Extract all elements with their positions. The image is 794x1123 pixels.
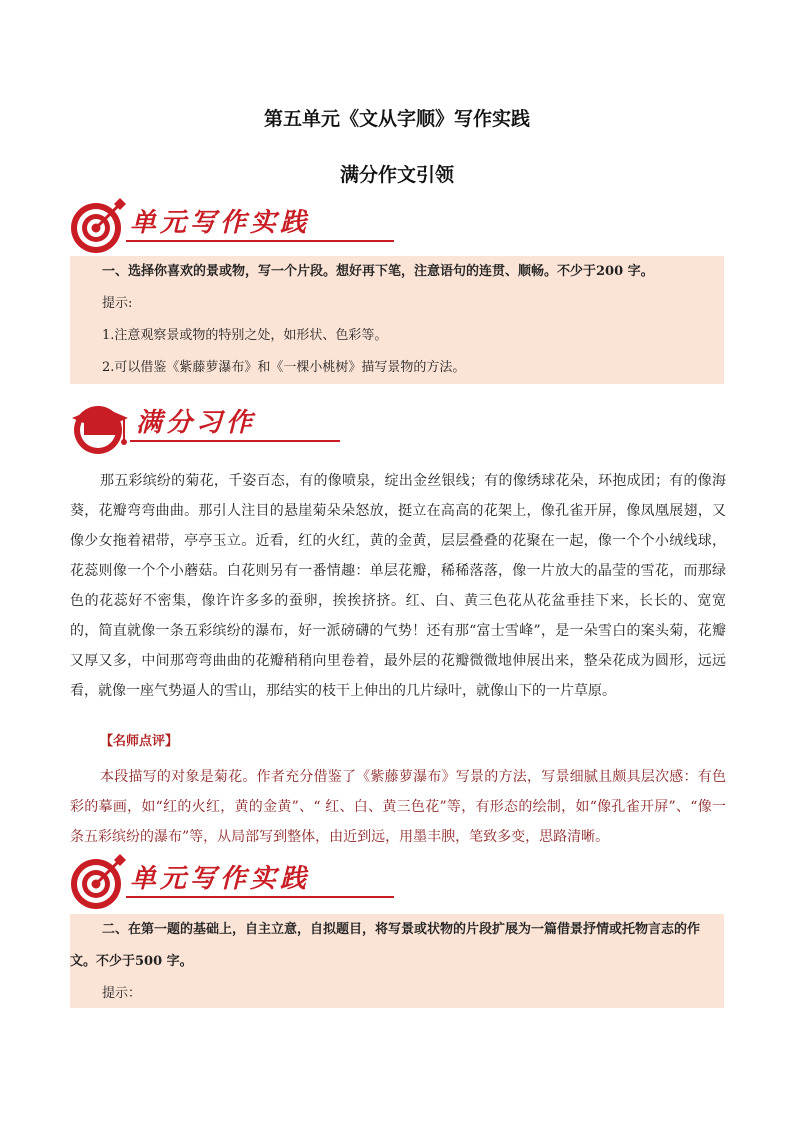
model-essay: 那五彩缤纷的菊花，千姿百态，有的像喷泉，绽出金丝银线；有的像绣球花朵，环抱成团；有的像海葵，花瓣弯弯曲曲。那引人注目的悬崖菊朵朵怒放，挺立在高高的花架上，像孔雀开屏，像凤凰展翅，又像少女拖着裙带，亭亭玉立。近看，红的火红，黄的金黄，层层叠叠的花聚在一起，像一个个小绒线球，花蕊则像一个个小蘑菇。白花则另有一番情趣：单层花瓣，稀稀落落，像一片放大的晶莹的雪花，而那绿色的花蕊好不密集，像许许多多的蚕卵，挨挨挤挤。红、白、黄三色花从花盆垂挂下来，长长的、宽宽的，简直就像一条五彩缤纷的瀑布，好一派磅礴的气势！还有那“富士雪峰”，是一朵雪白的案头菊，花瓣又厚又多，中间那弯弯曲曲的花瓣稍稍向里卷着，最外层的花瓣微微地伸展出来，整朵花成为圆形，远远看，就像一座气势逼人的雪山，那结实的枝干上伸出的几片绿叶，就像山下的一片草原。 <box>70 473 726 699</box>
target-icon <box>68 196 128 256</box>
critique-text: 本段描写的对象是菊花。作者充分借鉴了《紫藤萝瀑布》写景的方法，写景细腻且颇具层次感：有色彩的摹画，如“红的火红，黄的金黄”、“ 红、白、黄三色花”等，有形态的绘制，如“像孔雀开屏”、“像一条五彩缤纷的瀑布”等，从局部写到整体，由近到远，用墨丰腴，笔致多变，思路清晰。 <box>70 769 726 845</box>
task2-prompt: 二、在第一题的基础上，自主立意，自拟题目，将写景或状物的片段扩展为一篇借景抒情或托物言志的作文。不少于500 字。 <box>70 922 701 969</box>
page-title: 第五单元《文从字顺》写作实践 <box>263 108 530 130</box>
task1-hint-2: 2.可以借鉴《紫藤萝瀑布》和《一棵小桃树》描写景物的方法。 <box>102 360 466 375</box>
practice-banner <box>68 196 338 256</box>
banner-underline <box>130 440 340 442</box>
banner-underline <box>126 240 394 242</box>
practice-banner-label: 单元写作实践 <box>130 864 311 894</box>
model-banner-label: 满分习作 <box>136 408 257 438</box>
practice-banner-label: 单元写作实践 <box>130 208 311 238</box>
banner-underline <box>126 896 394 898</box>
task1-hint-1: 1.注意观察景或物的特别之处，如形状、色彩等。 <box>102 328 388 343</box>
model-banner <box>68 396 338 456</box>
graduation-cap-icon <box>68 396 132 456</box>
task2-hint-label: 提示： <box>102 986 142 1001</box>
practice-banner <box>68 852 338 912</box>
task1-hint-label: 提示: <box>102 296 133 311</box>
task1-prompt: 一、选择你喜欢的景或物，写一个片段。想好再下笔，注意语句的连贯、顺畅。不少于200 字。 <box>102 264 654 279</box>
page-subtitle: 满分作文引领 <box>339 164 454 186</box>
critique-label: 【名师点评】 <box>100 734 179 749</box>
task1-box <box>70 256 724 384</box>
target-icon <box>68 852 128 912</box>
task2-box <box>70 914 724 1008</box>
